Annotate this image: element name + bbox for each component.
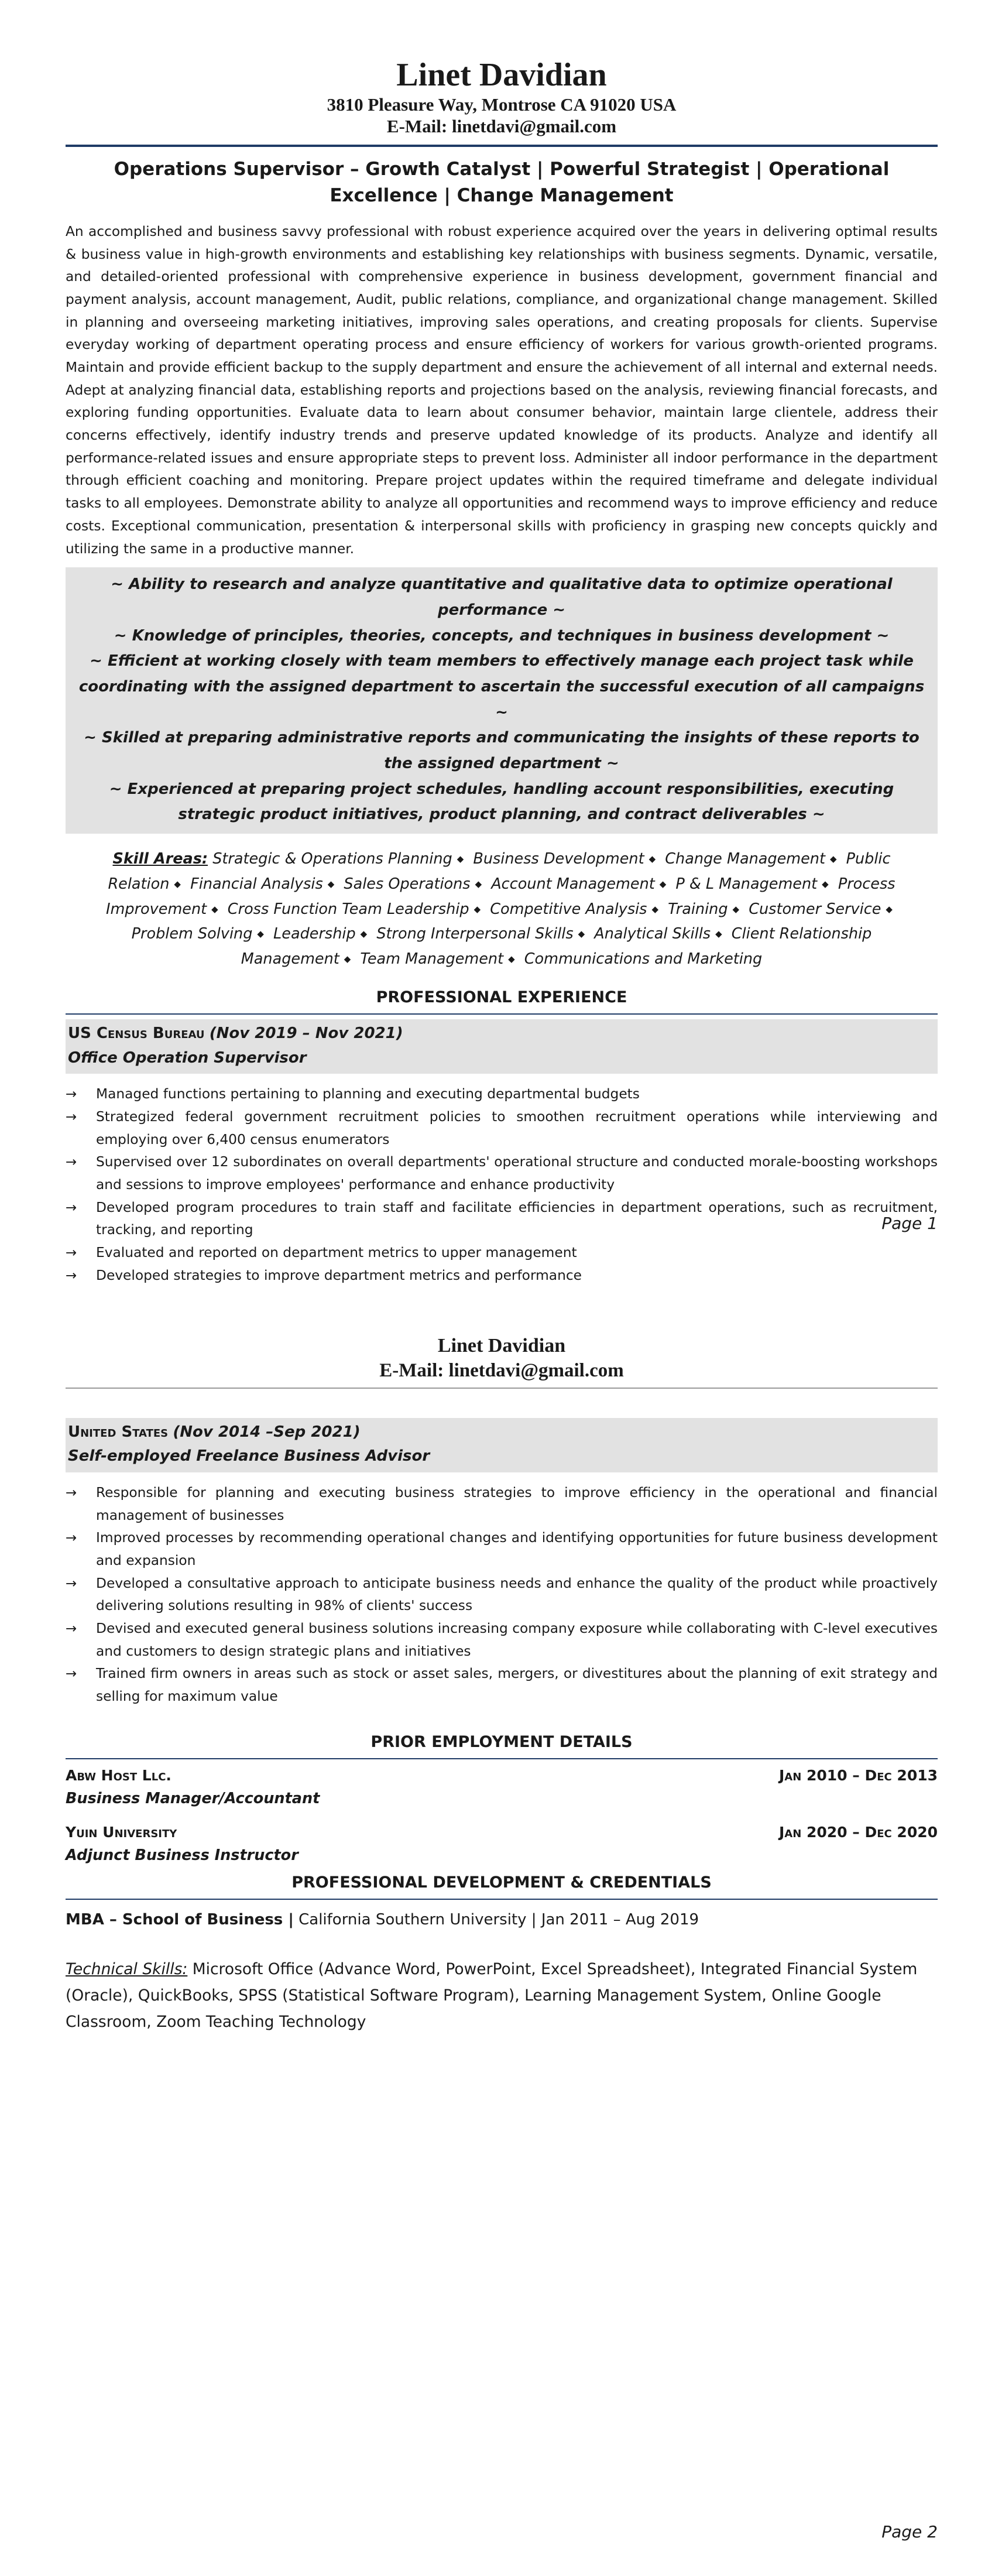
job-org: US Census Bureau <box>68 1025 205 1043</box>
skill-item: Business Development <box>473 849 644 868</box>
skill-item: Problem Solving <box>131 925 253 943</box>
skill-item: Cross Function Team Leadership <box>227 900 469 918</box>
credentials-rule <box>66 1899 938 1900</box>
bullet-item <box>66 1618 938 1663</box>
skill-areas <box>66 847 938 972</box>
skill-item: Team Management <box>360 950 504 968</box>
page-number: Page 1 <box>881 1214 938 1233</box>
arrow-right-icon: → <box>66 1575 77 1591</box>
technical-skills-label: Technical Skills: <box>66 1960 188 1979</box>
diamond-icon: ◆ <box>732 903 740 914</box>
arrow-right-icon: → <box>66 1155 77 1170</box>
diamond-icon: ◆ <box>578 929 585 940</box>
prior-org: Yuin University <box>66 1824 177 1841</box>
bullet-item <box>66 1527 938 1572</box>
arrow-right-icon: → <box>66 1485 77 1501</box>
bullet-text: Devised and executed general business solutions increasing company exposure while collaborating with C-level executives and customers to design strategic plans and initiatives <box>96 1620 938 1659</box>
experience-rule <box>66 1013 938 1015</box>
headline: Operations Supervisor – Growth Catalyst | Powerful Strategist | Operational Excellence | Change Management <box>114 159 890 207</box>
diamond-icon: ◆ <box>715 929 722 940</box>
skill-item: Account Management <box>491 875 655 893</box>
job-bullets <box>66 1083 938 1287</box>
prior-dates: Jan 2020 – Dec 2020 <box>778 1824 938 1841</box>
diamond-icon: ◆ <box>360 929 368 940</box>
bullet-text: Supervised over 12 subordinates on overall departments' operational structure and conducted morale-boosting workshops and sessions to improve employees' performance and enhance productivity <box>96 1154 938 1193</box>
bullet-item <box>66 1106 938 1151</box>
page-1 <box>66 57 938 1287</box>
job-dates: (Nov 2019 – Nov 2021) <box>209 1025 403 1043</box>
job-bullets <box>66 1482 938 1708</box>
summary: An accomplished and business savvy professional with robust experience acquired over the years in delivering optimal results & business value in high-growth environments and establishing key relationships with business segments. Dynamic, versatile, and detailed-oriented professional with comprehensive experience in business development, government financial and payment analysis, account management, Audit, public relations, compliance, and organizational change management. Skilled in planning and overseeing marketing initiatives, improving sales operations, and creating proposals for clients. Supervise everyday working of department operating process and ensure efficiency of workers for various growth-oriented programs. Maintain and provide efficient backup to the supply department and ensure the achievement of all internal and external needs. Adept at analyzing financial data, establishing reports and projections based on the analysis, reviewing financial forecasts, and exploring funding opportunities. Evaluate data to learn about consumer behavior, maintain large clientele, address their concerns effectively, identify industry trends and preserve updated knowledge of its products. Analyze and identify all performance-related issues and ensure appropriate steps to prevent loss. Administer all indoor performance in the department through efficient coaching and monitoring. Prepare project updates within the required timeframe and delegate individual tasks to all employees. Demonstrate ability to analyze all opportunities and recommend ways to improve efficiency and reduce costs. Exceptional communication, presentation & interpersonal skills with proficiency in grasping new concepts quickly and utilizing the same in a productive manner. <box>66 224 938 557</box>
technical-skills-text: Microsoft Office (Advance Word, PowerPoint, Excel Spreadsheet), Integrated Financial System (Oracle), QuickBooks, SPSS (Statistical Software Program), Learning Management System, Online Google Classroom, Zoom Teaching Technology <box>66 1960 918 2031</box>
candidate-name: Linet Davidian <box>396 57 607 93</box>
skill-item: Customer Service <box>749 900 881 918</box>
highlight-item: ~ Knowledge of principles, theories, concepts, and techniques in business development ~ <box>114 626 890 645</box>
job-role: Self-employed Freelance Business Advisor <box>68 1447 430 1465</box>
bullet-item <box>66 1663 938 1708</box>
highlight-item: ~ Ability to research and analyze quantitative and qualitative data to optimize operational performance ~ <box>111 576 893 619</box>
diamond-icon: ◆ <box>174 878 181 889</box>
arrow-right-icon: → <box>66 1245 77 1261</box>
page2-rule <box>66 1388 938 1389</box>
prior-item <box>66 1764 938 1811</box>
arrow-right-icon: → <box>66 1530 77 1546</box>
bullet-item <box>66 1151 938 1196</box>
prior-title: PRIOR EMPLOYMENT DETAILS <box>370 1732 633 1751</box>
prior-dates: Jan 2010 – Dec 2013 <box>778 1766 938 1784</box>
diamond-icon: ◆ <box>651 903 659 914</box>
arrow-right-icon: → <box>66 1109 77 1125</box>
arrow-right-icon: → <box>66 1666 77 1682</box>
diamond-icon: ◆ <box>649 853 656 864</box>
diamond-icon: ◆ <box>457 853 464 864</box>
bullet-text: Improved processes by recommending operational changes and identifying opportunities for future business development and expansion <box>96 1530 938 1568</box>
prior-item <box>66 1821 938 1868</box>
diamond-icon: ◆ <box>508 954 515 965</box>
bullet-item <box>66 1265 938 1287</box>
skill-item: Competitive Analysis <box>490 900 647 918</box>
job-org: United States <box>68 1423 169 1441</box>
job-dates: (Nov 2014 –Sep 2021) <box>173 1423 361 1441</box>
prior-org: Abw Host Llc. <box>66 1766 171 1784</box>
skill-areas-label: Skill Areas: <box>112 849 208 868</box>
arrow-right-icon: → <box>66 1087 77 1102</box>
diamond-icon: ◆ <box>659 878 667 889</box>
bullet-text: Developed a consultative approach to anticipate business needs and enhance the quality of the product while proactively delivering solutions resulting in 98% of clients' success <box>96 1575 938 1614</box>
page2-email: E-Mail: linetdavi@gmail.com <box>379 1359 624 1381</box>
diamond-icon: ◆ <box>886 903 893 914</box>
arrow-right-icon: → <box>66 1200 77 1215</box>
diamond-icon: ◆ <box>474 903 481 914</box>
technical-skills <box>66 1957 938 2035</box>
degree: MBA – School of Business | <box>66 1910 294 1928</box>
email-line: E-Mail: linetdavi@gmail.com <box>386 116 617 137</box>
bullet-item <box>66 1482 938 1527</box>
education-line <box>66 1908 938 1933</box>
job-header <box>66 1019 938 1074</box>
bullet-item <box>66 1573 938 1618</box>
skill-item: Training <box>668 900 728 918</box>
header-rule <box>66 145 938 147</box>
diamond-icon: ◆ <box>829 853 837 864</box>
skill-item: Strong Interpersonal Skills <box>376 925 574 943</box>
job-role: Office Operation Supervisor <box>68 1049 307 1067</box>
skill-item: Strategic & Operations Planning <box>212 849 452 868</box>
diamond-icon: ◆ <box>211 903 218 914</box>
diamond-icon: ◆ <box>822 878 829 889</box>
skill-item: Financial Analysis <box>190 875 323 893</box>
arrow-right-icon: → <box>66 1268 77 1283</box>
skill-item: P & L Management <box>675 875 818 893</box>
bullet-item <box>66 1242 938 1265</box>
bullet-text: Developed program procedures to train staff and facilitate efficiencies in department operations, such as recruitment, tracking, and reporting <box>96 1199 938 1238</box>
skill-item: Analytical Skills <box>594 925 711 943</box>
prior-role: Business Manager/Accountant <box>66 1789 320 1807</box>
page-2 <box>66 1334 938 2035</box>
skill-item: Sales Operations <box>344 875 471 893</box>
diamond-icon: ◆ <box>327 878 335 889</box>
skill-item: Public Relation <box>108 849 891 893</box>
bullet-text: Evaluated and reported on department metrics to upper management <box>96 1245 577 1261</box>
credentials-title: PROFESSIONAL DEVELOPMENT & CREDENTIALS <box>291 1873 712 1892</box>
bullet-item <box>66 1083 938 1106</box>
bullet-text: Managed functions pertaining to planning and executing departmental budgets <box>96 1086 640 1102</box>
page2-name: Linet Davidian <box>437 1335 566 1356</box>
diamond-icon: ◆ <box>344 954 351 965</box>
skill-item: Communications and Marketing <box>524 950 763 968</box>
prior-role: Adjunct Business Instructor <box>66 1847 298 1865</box>
experience-title: PROFESSIONAL EXPERIENCE <box>376 988 627 1007</box>
highlight-item: ~ Efficient at working closely with team members to effectively manage each project task while coordinating with the assigned department to ascertain the successful execution of all campaigns ~ <box>78 652 925 721</box>
skill-item: Client Relationship Management <box>241 925 872 968</box>
bullet-text: Developed strategies to improve department metrics and performance <box>96 1267 582 1283</box>
degree-detail: California Southern University | Jan 2011 – Aug 2019 <box>293 1910 699 1928</box>
arrow-right-icon: → <box>66 1621 77 1636</box>
prior-rule <box>66 1758 938 1759</box>
diamond-icon: ◆ <box>257 929 264 940</box>
bullet-text: Strategized federal government recruitment policies to smoothen recruitment operations while interviewing and employing over 6,400 census enumerators <box>96 1108 938 1147</box>
job-header <box>66 1418 938 1472</box>
bullet-text: Responsible for planning and executing business strategies to improve efficiency in the operational and financial management of businesses <box>96 1484 938 1523</box>
highlight-item: ~ Skilled at preparing administrative reports and communicating the insights of these reports to the assigned department ~ <box>84 729 919 772</box>
highlights-box <box>66 567 938 834</box>
bullet-item <box>66 1197 938 1242</box>
diamond-icon: ◆ <box>475 878 482 889</box>
page-number: Page 2 <box>881 2522 938 2541</box>
address: 3810 Pleasure Way, Montrose CA 91020 USA <box>327 94 677 115</box>
skill-item: Process Improvement <box>106 875 896 918</box>
highlight-item: ~ Experienced at preparing project schedules, handling account responsibilities, executing strategic product initiatives, product planning, and contract deliverables ~ <box>109 780 894 824</box>
skill-item: Leadership <box>273 925 356 943</box>
bullet-text: Trained firm owners in areas such as stock or asset sales, mergers, or divestitures about the planning of exit strategy and selling for maximum value <box>96 1666 938 1704</box>
skill-item: Change Management <box>665 849 825 868</box>
